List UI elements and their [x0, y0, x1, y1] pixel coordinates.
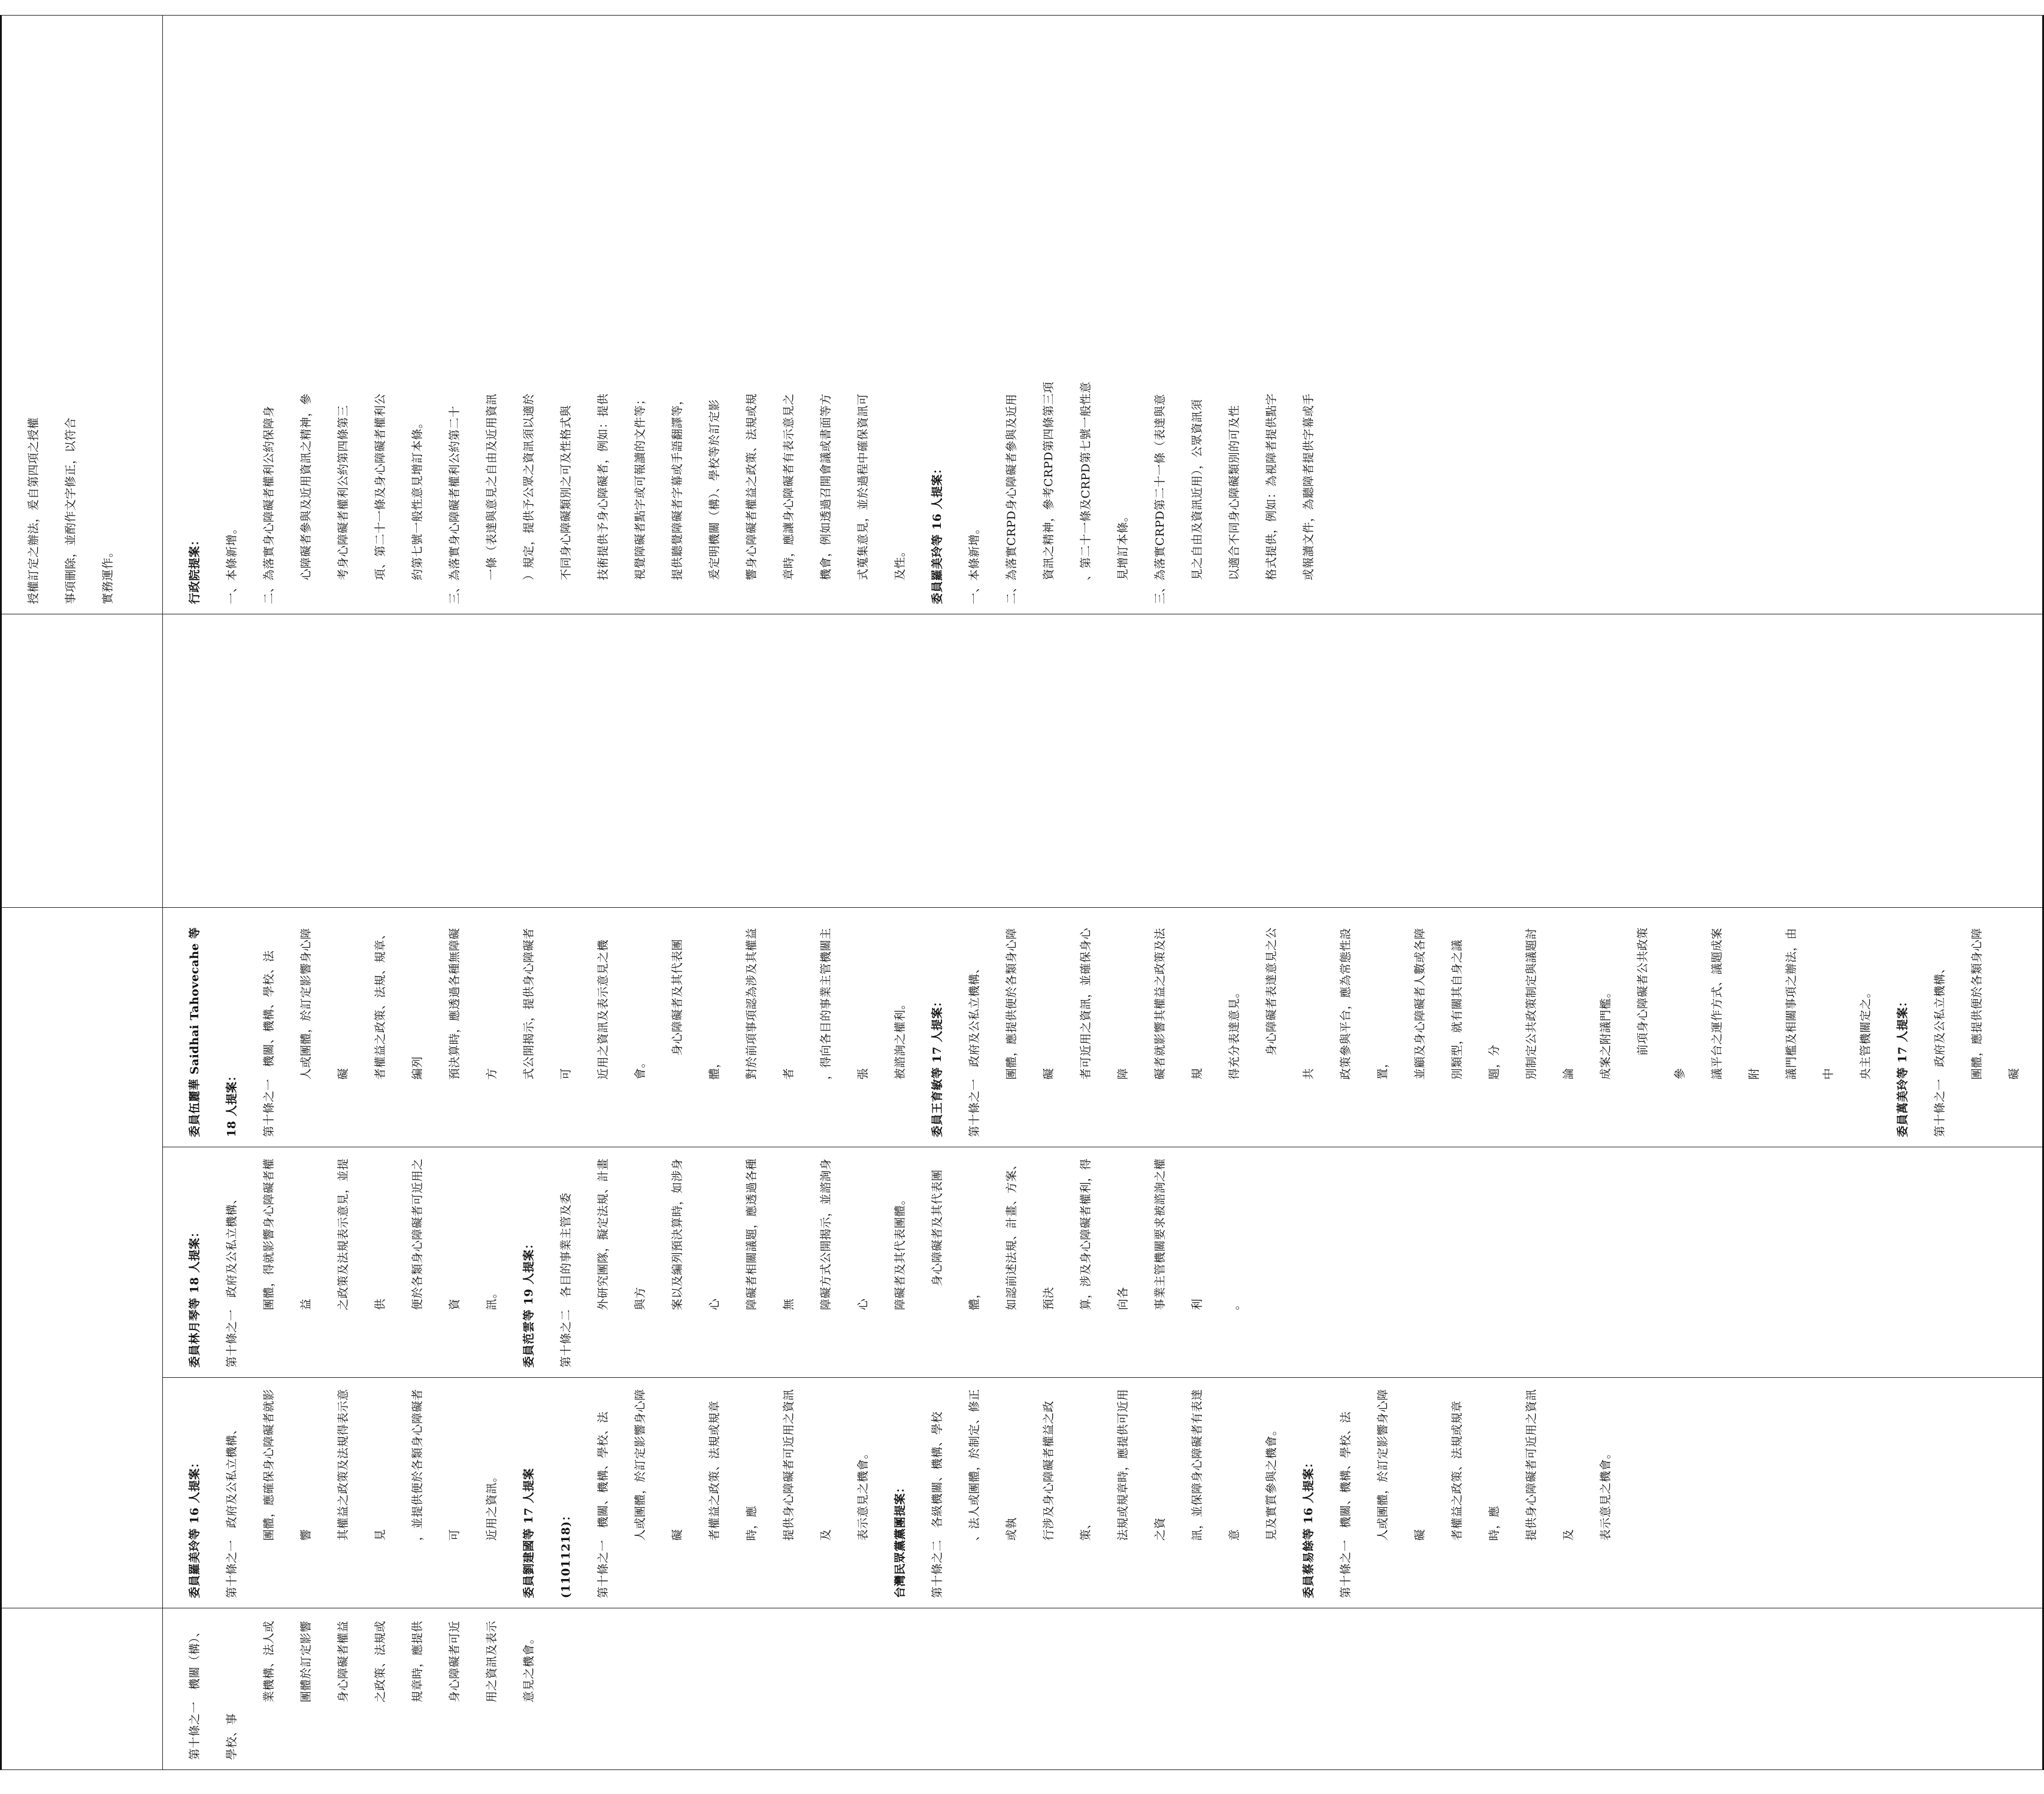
top-note-line: 實務運作。 — [101, 546, 114, 604]
text-line: 者權益之政策、法規或規章時，應 — [708, 1400, 758, 1541]
text-line: 者權益之政策、法規、規章、編列 — [374, 928, 424, 1080]
text-line: 提供身心障礙者可近用之資訊及 — [1525, 1389, 1575, 1541]
top-cell-2 — [1, 908, 163, 1608]
text-line: 或報讀文件，為聽障者提供字幕或手 — [1302, 393, 1315, 580]
text-line: ，得向各目的事業主管機關主張 — [819, 928, 870, 1080]
text-line: 資訊之精神，參考CRPD第四條第三項 — [1042, 381, 1055, 580]
text-line: 第十條之一 機關（構）、學校、事 — [188, 1625, 238, 1760]
text-line: 之政策及法規表示意見，並提供 — [337, 1158, 387, 1310]
text-line: 前項身心障礙者公共政策參 — [1636, 927, 1686, 1080]
text-line: 第十條之二 各目的事業主管及委 — [559, 1192, 573, 1368]
text-line: 團體，應提供便於各類身心障礙 — [1005, 928, 1055, 1080]
proposal-heading: 行政院提案： — [188, 534, 201, 604]
proposal-heading: 委員王育敏等 17 人提案： — [931, 995, 944, 1137]
text-line: 身心障礙者表達意見之公共 — [1265, 927, 1315, 1080]
text-line: 礙者就影響其權益之政策及法規 — [1153, 928, 1204, 1080]
table-row-main — [163, 16, 2043, 1770]
text-line: 如認前述法規、計畫、方案、預決 — [1005, 1158, 1055, 1310]
text-line: 身心障礙者權益之政策、法規或 — [337, 1620, 387, 1702]
text-line: 政策參與平台，應為常態性設置， — [1339, 928, 1389, 1080]
text-line: 及性。 — [894, 545, 907, 580]
top-cell-1 — [1, 1608, 163, 1770]
text-line: 。 — [1228, 1298, 1241, 1310]
text-line: 一、本條新增。 — [225, 522, 238, 604]
text-line: ，並提供便於各類身心障礙者可 — [411, 1389, 461, 1541]
text-line: 一條（表達與意見之自由及近用資訊 — [485, 393, 498, 580]
text-line: 算，涉及身心障礙者權利，得向各 — [1079, 1158, 1130, 1310]
proposal-heading: 委員羅美玲等 16 人提案： — [931, 462, 944, 604]
text-line: 議門檻及相關事項之辦法，由中 — [1785, 928, 1835, 1080]
text-line: 法規或規章時，應提供可近用之資 — [1116, 1389, 1167, 1541]
text-line: 障礙者及其代表團體。 — [894, 1193, 907, 1310]
text-line: 得充分表達意見。 — [1228, 986, 1241, 1080]
text-line: 身心障礙者及其代表團體， — [931, 1169, 981, 1310]
text-line: 第十條之一 機關、機構、學校、法 — [596, 1411, 610, 1598]
proposal-heading: 委員蔡易餘等 16 人提案： — [1302, 1456, 1315, 1598]
text-line: 爰定明機關（構）、學校等於訂定影 — [708, 399, 721, 580]
text-line: 便於各類身心障礙者可近用之資 — [411, 1158, 461, 1310]
top-cell-4 — [1, 16, 163, 614]
text-line: 考身心障礙者權利公約第四條第三 — [337, 405, 350, 580]
text-line: 訊，並保障身心障礙者有表達意 — [1191, 1389, 1241, 1541]
text-line: 團體，應確保身心障礙者就影響 — [262, 1389, 313, 1541]
text-line: 、法人或團體，於制定、修正或執 — [968, 1389, 1018, 1541]
text-line: 技術提供予身心障礙者，例如：提供 — [596, 393, 610, 580]
top-note-line: 授權訂定之辦法，爰自第四項之授權 — [27, 417, 40, 604]
text-line: 一、本條新增。 — [968, 522, 981, 604]
text-line: 用之資訊及表示意見之機會。 — [485, 1620, 535, 1702]
text-line: 障礙者相關議題，應透過各種無 — [745, 1158, 795, 1310]
text-line: 規章時，應提供身心障礙者可近 — [411, 1620, 461, 1702]
proposal-heading: 委員范雲等 19 人提案： — [522, 1237, 535, 1368]
text-line: 對於前項事項認為涉及其權益者 — [745, 928, 795, 1080]
text-line: 以適合不同身心障礙類別的可及性 — [1228, 405, 1241, 580]
proposal-heading: 台灣民眾黨黨團提案： — [894, 1481, 907, 1598]
text-line: 表示意見之機會。 — [1599, 1447, 1612, 1541]
proposal-heading: 委員林月琴等 18 人提案： — [188, 1226, 201, 1368]
proposal-heading: 委員羅美玲等 16 人提案： — [188, 1456, 201, 1598]
col-empty — [163, 614, 2043, 908]
text-line: 行涉及身心障礙者權益之政策、 — [1042, 1400, 1092, 1541]
text-line: 團體，得就影響身心障礙者權益 — [262, 1158, 313, 1310]
proposal-heading: 委員劉建國等 17 人提案(11011218)： — [522, 1468, 573, 1598]
text-line: 不同身心障礙類別之可及性格式與 — [559, 405, 573, 580]
text-line: 央主管機關定之。 — [1859, 986, 1872, 1080]
text-line: 表示意見之機會。 — [856, 1447, 870, 1541]
proposal-heading: 委員伍麗華 Saidhai Tahovecahe 等 — [188, 927, 201, 1137]
text-line: 成案之附議門檻。 — [1599, 986, 1612, 1080]
text-line: 第十條之一 機關、機構、學校、法 — [262, 950, 275, 1137]
text-line: 視覺障礙者點字或可報讀的文件等； — [634, 393, 647, 580]
col-proposals-c — [163, 908, 2043, 1147]
col-proposals-a — [163, 1378, 2043, 1608]
text-line: 見及實質參與之機會。 — [1265, 1423, 1278, 1541]
text-line: 機會，例如透過召開會議或書面等方 — [819, 393, 832, 580]
text-line: 項、第二十一條及身心障礙者權利公 — [374, 393, 387, 580]
text-line: 者權益之政策、法規或規章時，應 — [1451, 1400, 1501, 1541]
top-note-line: 事項刪除，並酌作文字修正，以符合 — [64, 417, 77, 604]
text-line: 外研究團隊，擬定法規、計畫與方 — [596, 1158, 647, 1310]
comparison-table — [0, 15, 2044, 1770]
text-line: 被諮詢之權利。 — [894, 998, 907, 1080]
text-line: 見之自由及資訊近用），公眾資訊須 — [1191, 399, 1204, 580]
text-line: 障礙方式公開揭示，並諮詢身心 — [819, 1158, 870, 1310]
text-line: 其權益之政策及法規得表示意見 — [337, 1389, 387, 1541]
text-line: 案以及編列預決算時，如涉身心 — [671, 1158, 721, 1310]
text-line: 近用之資訊及表示意見之機會。 — [596, 939, 647, 1080]
text-line: 別類型，就有關其自身之議題，分 — [1451, 939, 1501, 1080]
text-line: 二、為落實CRPD身心障礙者參與及近用 — [1005, 393, 1018, 604]
text-line: 章時，應讓身心障礙者有表示意見之 — [782, 393, 795, 580]
text-line: 事業主管機關要求被諮詢之權利 — [1153, 1158, 1204, 1310]
text-line: 第十條之一 政府及公私立機構、 — [225, 1423, 238, 1598]
text-line: 人或團體，於訂定影響身心障礙 — [299, 928, 350, 1080]
top-cell-3 — [1, 614, 163, 908]
text-line: 提供身心障礙者可近用之資訊及 — [782, 1389, 832, 1541]
text-line: 團體，應提供便於各類身心障礙 — [1970, 928, 2021, 1080]
text-line: 者可近用之資訊，並確保身心障 — [1079, 928, 1130, 1080]
text-line: 式蒐集意見，並於過程中確保資訊可 — [856, 393, 870, 580]
col-current-text — [163, 1608, 2043, 1770]
col-explanations — [163, 16, 2043, 614]
text-line: 並顧及身心障礙者人數或各障 — [1413, 928, 1427, 1080]
text-line: 第十條之一 機關、機構、學校、法 — [1339, 1411, 1352, 1598]
text-line: 、第二十一條及CRPD第七號一般性意 — [1079, 381, 1092, 580]
text-line: 第十條之一 政府及公私立機構、 — [968, 962, 981, 1137]
text-line: 近用之資訊。 — [485, 1470, 498, 1541]
text-line: 別制定公共政策制定與議題討論 — [1525, 928, 1575, 1080]
text-line: 業機構、法人或團體於訂定影響 — [262, 1620, 313, 1702]
text-line: 心障礙者參與及近用資訊之精神，參 — [299, 393, 313, 580]
text-line: ）規定，提供予公眾之資訊須以適於 — [522, 393, 535, 580]
text-line: 預決算時，應透過各種無障礙方 — [448, 928, 498, 1080]
text-line: 議平台之運作方式、議題成案附 — [1710, 928, 1761, 1080]
text-line: 第十條之一 政府及公私立機構、 — [225, 1192, 238, 1368]
text-line: 約第七號一般性意見增訂本條。 — [411, 416, 424, 580]
col-proposals-b — [163, 1147, 2043, 1378]
text-line: 人或團體，於訂定影響身心障礙 — [634, 1389, 684, 1541]
text-line: 二、為落實身心障礙者權利公約保障身 — [262, 405, 275, 604]
text-line: 式公開揭示，提供身心障礙者可 — [522, 928, 573, 1080]
text-line: 三、為落實身心障礙者權利公約第二十 — [448, 405, 461, 604]
text-line: 人或團體，於訂定影響身心障礙 — [1376, 1389, 1427, 1541]
text-line: 提供聽覺障礙者字幕或手語翻譯等， — [671, 393, 684, 580]
text-line: 第十條之二 各級機關、機構、學校 — [931, 1411, 944, 1598]
table-row-top — [1, 16, 163, 1770]
text-line: 身心障礙者及其代表團體， — [671, 938, 721, 1080]
proposal-heading: 委員萬美玲等 17 人提案： — [1896, 995, 1909, 1137]
text-line: 第十條之一 政府及公私立機構、 — [1933, 962, 1946, 1137]
text-line: 格式提供，例如：為視障者提供點字 — [1265, 393, 1278, 580]
proposal-heading: 18 人提案： — [225, 1069, 238, 1137]
text-line: 響身心障礙者權益之政策、法規或規 — [745, 393, 758, 580]
text-line: 訊。 — [485, 1286, 498, 1310]
text-line: 三、為落實CRPD第二十一條（表達與意 — [1153, 393, 1167, 604]
text-line: 見增訂本條。 — [1116, 510, 1130, 580]
